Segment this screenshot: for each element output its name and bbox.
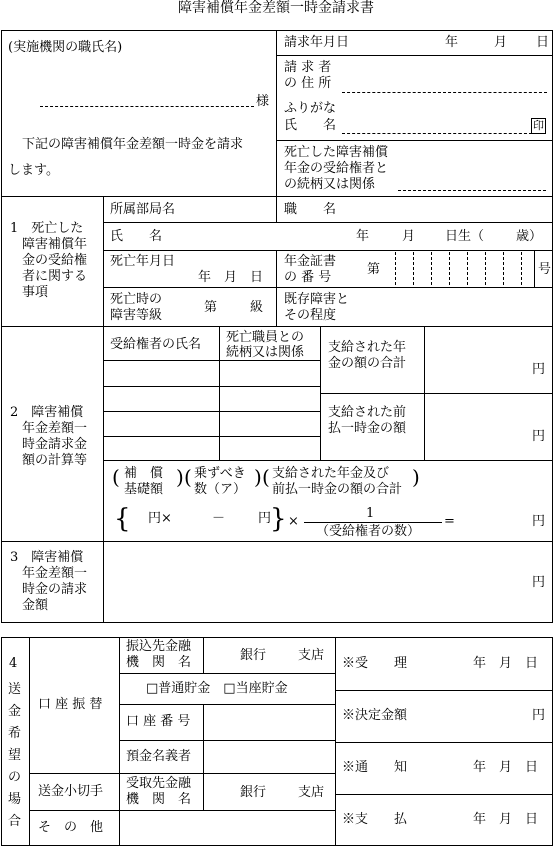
transfer-branch: 支店 — [298, 648, 325, 663]
sec2-title-1: 2 障害補償 — [10, 405, 84, 420]
sec3-yen: 円 — [532, 575, 546, 590]
sec4-title-c2: 金 — [8, 704, 22, 719]
receiving-bank-label-2: 機 関 名 — [126, 792, 192, 807]
receiving-branch: 支店 — [298, 785, 325, 800]
formula-denominator: （受給権者の数） — [316, 524, 421, 539]
formula-paid-sum: 支給された年金及び — [272, 466, 390, 481]
cert-label-2: の 番 号 — [284, 270, 332, 285]
sama-label: 様 — [256, 94, 270, 109]
formula-multiplier-2: 数（ア） — [194, 482, 247, 497]
account-transfer-label: 口 座 振 替 — [38, 697, 103, 712]
claimant-name-label: 氏 名 — [284, 118, 337, 133]
formula-paid-sum-2: 前払一時金の額の合計 — [272, 482, 403, 497]
sec2-title-3: 時金請求金 — [22, 437, 88, 452]
cert-go: 号 — [538, 262, 552, 277]
formula-multiplier: 乗ずべき — [194, 466, 246, 481]
sec2-title-2: 年金差額一 — [22, 421, 88, 436]
formula-result-yen: 円 — [532, 514, 546, 529]
account-number-label: 口 座 番 号 — [126, 714, 191, 729]
payment-date: 年 月 日 — [473, 812, 539, 827]
birth-year: 年 — [356, 229, 370, 244]
claimant-address-label-2: の 住 所 — [284, 76, 332, 91]
age-label: 歳） — [516, 229, 543, 244]
deceased-name-label: 氏 名 — [110, 229, 163, 244]
sec3-title-3: 時金の請求 — [22, 582, 88, 597]
paid-advance-label-2: 払一時金の額 — [328, 421, 407, 436]
grade-label-2: 障害等級 — [110, 308, 163, 323]
relation-label-3: の続柄又は関係 — [284, 177, 376, 192]
seal-mark: 印 — [533, 119, 544, 132]
death-date-label: 死亡年月日 — [110, 254, 176, 269]
savings-type-checkboxes[interactable]: □普通貯金 □当座貯金 — [146, 681, 288, 696]
col-relation: 死亡職員との — [226, 330, 305, 345]
paid-pension-label: 支給された年 — [328, 340, 407, 355]
formula-base: 補 償 — [124, 466, 164, 481]
paid-advance-yen: 円 — [532, 429, 546, 444]
sec1-title-1: 1 死亡した — [10, 221, 84, 236]
sec4-title-c4: 望 — [8, 748, 22, 763]
grade-kyu: 級 — [250, 300, 264, 315]
sec4-title-c3: 希 — [8, 726, 22, 741]
cert-dai: 第 — [367, 262, 381, 277]
relation-line — [398, 190, 546, 191]
sec4-title-c5: の — [8, 770, 22, 785]
formula-fraction-bar — [304, 522, 442, 523]
sec4-title-c1: 送 — [8, 682, 22, 697]
sec1-title-5: 事項 — [22, 285, 49, 300]
sec1-title-4: 者に関する — [22, 269, 88, 284]
sec4-title-num: 4 — [9, 656, 18, 671]
relation-label-2: 年金の受給権者と — [284, 161, 389, 176]
request-date-label: 請求年月日 — [284, 35, 350, 50]
decision-yen: 円 — [532, 708, 546, 723]
request-day: 日 — [536, 35, 550, 50]
check-label: 送金小切手 — [38, 784, 104, 799]
sec1-title-2: 障害補償年 — [22, 237, 88, 252]
grade-dai: 第 — [204, 300, 218, 315]
request-text-2: します。 — [8, 163, 59, 178]
transfer-bank-label: 振込先金融 — [126, 639, 192, 654]
sec3-title-4: 金額 — [22, 598, 49, 613]
transfer-bank: 銀行 — [240, 648, 267, 663]
cert-label: 年金証書 — [284, 254, 337, 269]
agency-name-line — [40, 106, 254, 107]
paid-pension-label-2: 金の額の合計 — [328, 356, 407, 371]
form-title: 障害補償年金差額一時金請求書 — [178, 0, 374, 16]
existing-disability-label-2: その程度 — [284, 308, 337, 323]
request-year: 年 — [445, 35, 459, 50]
receiving-bank: 銀行 — [240, 785, 267, 800]
dept-label: 所属部局名 — [110, 202, 176, 217]
sec1-title-3: 金の受給権 — [22, 253, 88, 268]
claimant-name-line — [342, 133, 532, 134]
claimant-address-label: 請 求 者 — [284, 60, 332, 75]
formula-yen-x: 円× — [148, 511, 172, 526]
formula-minus: － — [212, 511, 226, 526]
sec4-title-c6: 場 — [8, 792, 22, 807]
formula-numerator: 1 — [366, 506, 375, 521]
sec2-title-4: 額の計算等 — [22, 453, 88, 468]
request-month: 月 — [494, 35, 508, 50]
formula-times: × — [288, 514, 299, 529]
receipt-date: 年 月 日 — [473, 656, 539, 671]
post-label: 職 名 — [284, 202, 337, 217]
payment-label: ※支 払 — [342, 812, 408, 827]
birth-day: 日生（ — [445, 229, 485, 244]
decision-amount-label: ※決定金額 — [342, 708, 408, 723]
grade-label: 死亡時の — [110, 292, 163, 307]
formula-yen: 円 — [258, 511, 272, 526]
formula-base-2: 基礎額 — [124, 482, 164, 497]
existing-disability-label: 既存障害と — [284, 292, 350, 307]
paid-pension-yen: 円 — [532, 362, 546, 377]
sec3-title-1: 3 障害補償 — [10, 550, 84, 565]
relation-label: 死亡した障害補償 — [284, 145, 389, 160]
transfer-bank-label-2: 機 関 名 — [126, 655, 192, 670]
formula-equals: = — [444, 514, 455, 529]
request-text: 下記の障害補償年金差額一時金を請求 — [22, 137, 244, 152]
col-relation-2: 続柄又は関係 — [226, 345, 305, 360]
agency-label: (実施機関の職氏名) — [8, 40, 123, 55]
claimant-address-line — [342, 92, 547, 93]
receipt-label: ※受 理 — [342, 656, 408, 671]
sec3-title-2: 年金差額一 — [22, 566, 88, 581]
other-label: そ の 他 — [38, 820, 104, 835]
paid-advance-label: 支給された前 — [328, 405, 407, 420]
furigana-label: ふりがな — [284, 101, 337, 116]
birth-month: 月 — [402, 229, 416, 244]
account-holder-label: 預金名義者 — [126, 749, 192, 764]
death-date-ymd: 年 月 日 — [198, 270, 264, 285]
receiving-bank-label: 受取先金融 — [126, 776, 192, 791]
sec4-title-c7: 合 — [8, 814, 22, 829]
notice-label: ※通 知 — [342, 760, 408, 775]
col-beneficiary-name: 受給権者の氏名 — [110, 337, 202, 352]
notice-date: 年 月 日 — [473, 760, 539, 775]
